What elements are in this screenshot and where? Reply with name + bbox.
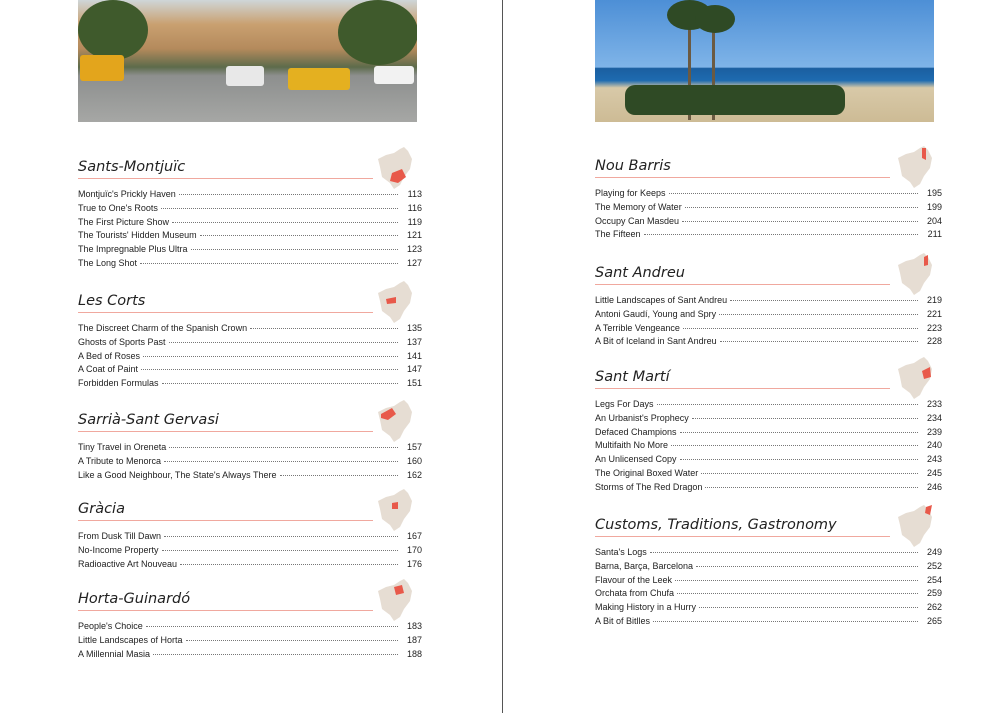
dot-leader: [671, 445, 918, 446]
entry-title: A Terrible Vengeance: [595, 322, 680, 333]
district-map-icon: [378, 147, 414, 189]
entry-title: Radioactive Art Nouveau: [78, 558, 178, 569]
entry-title: Flavour of the Leek: [595, 574, 673, 585]
dot-leader: [657, 404, 918, 405]
entry-page-number: 160: [406, 455, 422, 466]
dot-leader: [685, 207, 918, 208]
toc-entry[interactable]: [595, 336, 942, 350]
toc-entry[interactable]: [78, 559, 422, 573]
dot-leader: [180, 564, 398, 565]
entry-title: Defaced Champions: [595, 426, 677, 437]
toc-entry[interactable]: [595, 216, 942, 230]
toc-entry[interactable]: [595, 616, 942, 630]
toc-section-sants-montjuic: [78, 157, 422, 272]
dot-leader: [650, 552, 918, 553]
entry-title: An Unlicensed Copy: [595, 454, 677, 465]
section-heading: Horta-Guinardó: [78, 589, 373, 611]
toc-entry[interactable]: [595, 440, 942, 454]
entry-title: The Discreet Charm of the Spanish Crown: [78, 323, 248, 333]
toc-entry[interactable]: [595, 427, 942, 441]
dot-leader: [250, 328, 398, 329]
entry-title: Orchata from Chufa: [595, 588, 675, 599]
entry-page-number: 157: [406, 442, 422, 452]
toc-list: [595, 547, 942, 630]
entry-title: A Bed of Roses: [78, 350, 141, 361]
entry-page-number: 246: [926, 481, 942, 492]
toc-entry[interactable]: [595, 188, 942, 202]
entry-title: Little Landscapes of Horta: [78, 634, 183, 645]
toc-list: [78, 531, 422, 572]
toc-entry[interactable]: [595, 547, 942, 561]
dot-leader: [186, 640, 398, 641]
toc-list: [595, 295, 942, 350]
dot-leader: [141, 369, 398, 370]
entry-page-number: 123: [406, 244, 422, 255]
toc-entry[interactable]: [78, 351, 422, 365]
dot-leader: [730, 300, 918, 301]
toc-list: [78, 621, 422, 662]
toc-entry[interactable]: [78, 378, 422, 392]
entry-title: Making History in a Hurry: [595, 602, 697, 613]
entry-page-number: 252: [926, 560, 942, 571]
district-map-icon: [378, 400, 414, 442]
section-heading: Sant Andreu: [595, 263, 890, 285]
dot-leader: [191, 249, 398, 250]
district-map-icon: [378, 579, 414, 621]
toc-section-sarria-sant-gervasi: [78, 410, 422, 483]
toc-entry[interactable]: [595, 323, 942, 337]
entry-title: The Fifteen: [595, 229, 641, 240]
dot-leader: [644, 234, 918, 235]
toc-section-nou-barris: [595, 156, 942, 243]
toc-section-sant-marti: [595, 367, 942, 496]
dot-leader: [719, 314, 918, 315]
dot-leader: [680, 432, 918, 433]
entry-title: The First Picture Show: [78, 216, 170, 227]
entry-page-number: 234: [926, 412, 942, 423]
entry-page-number: 187: [406, 634, 422, 645]
entry-title: Antoni Gaudí, Young and Spry: [595, 308, 717, 319]
entry-page-number: 243: [926, 454, 942, 465]
toc-entry[interactable]: [78, 470, 422, 484]
dot-leader: [680, 459, 918, 460]
dot-leader: [140, 263, 398, 264]
entry-page-number: 265: [926, 615, 942, 626]
entry-page-number: 127: [406, 257, 422, 268]
dot-leader: [161, 208, 398, 209]
entry-title: Ghosts of Sports Past: [78, 336, 166, 347]
entry-page-number: 121: [406, 230, 422, 241]
toc-entry[interactable]: [595, 482, 942, 496]
entry-page-number: 151: [406, 378, 422, 389]
toc-entry[interactable]: [78, 337, 422, 351]
district-map-icon: [378, 489, 414, 531]
entry-title: From Dusk Till Dawn: [78, 531, 162, 541]
toc-entry[interactable]: [78, 531, 422, 545]
entry-page-number: 219: [926, 295, 942, 305]
entry-title: Montjuïc's Prickly Haven: [78, 189, 176, 199]
entry-page-number: 249: [926, 547, 942, 557]
toc-list: [78, 442, 422, 483]
section-heading: Sarrià-Sant Gervasi: [78, 410, 373, 432]
toc-entry[interactable]: [78, 230, 422, 244]
entry-page-number: 119: [407, 216, 422, 227]
entry-title: The Long Shot: [78, 257, 138, 268]
dot-leader: [677, 593, 918, 594]
toc-section-les-corts: [78, 291, 422, 392]
dot-leader: [675, 580, 918, 581]
entry-title: Tiny Travel in Oreneta: [78, 442, 167, 452]
entry-title: The Tourists' Hidden Museum: [78, 230, 197, 241]
toc-entry[interactable]: [595, 202, 942, 216]
dot-leader: [169, 342, 398, 343]
entry-page-number: 188: [406, 648, 422, 659]
beach-photo: [595, 0, 934, 122]
toc-entry[interactable]: [595, 454, 942, 468]
toc-entry[interactable]: [78, 189, 422, 203]
district-map-icon: [898, 505, 934, 547]
entry-page-number: 170: [406, 544, 422, 555]
entry-page-number: 262: [926, 602, 942, 613]
toc-list: [78, 189, 422, 272]
dot-leader: [164, 536, 398, 537]
entry-title: A Tribute to Menorca: [78, 455, 162, 466]
dot-leader: [669, 193, 918, 194]
entry-title: The Original Boxed Water: [595, 467, 699, 478]
entry-title: Playing for Keeps: [595, 188, 666, 198]
toc-entry[interactable]: [78, 364, 422, 378]
entry-title: Multifaith No More: [595, 440, 669, 451]
dot-leader: [169, 447, 398, 448]
toc-entry[interactable]: [595, 575, 942, 589]
toc-entry[interactable]: [595, 468, 942, 482]
dot-leader: [720, 341, 918, 342]
dot-leader: [653, 621, 918, 622]
dot-leader: [146, 626, 398, 627]
entry-title: Legs For Days: [595, 399, 654, 409]
dot-leader: [682, 221, 918, 222]
entry-page-number: 254: [926, 574, 942, 585]
toc-entry[interactable]: [78, 621, 422, 635]
toc-entry[interactable]: [595, 588, 942, 602]
entry-page-number: 211: [927, 229, 942, 240]
toc-entry[interactable]: [78, 442, 422, 456]
entry-title: People's Choice: [78, 621, 143, 631]
dot-leader: [696, 566, 918, 567]
toc-entry[interactable]: [78, 258, 422, 272]
dot-leader: [683, 328, 918, 329]
toc-entry[interactable]: [595, 602, 942, 616]
section-heading: Gràcia: [78, 499, 373, 521]
dot-leader: [200, 235, 398, 236]
toc-entry[interactable]: [595, 229, 942, 243]
entry-title: A Coat of Paint: [78, 364, 139, 375]
entry-title: The Memory of Water: [595, 201, 682, 212]
section-heading: Customs, Traditions, Gastronomy: [595, 515, 890, 537]
entry-title: Little Landscapes of Sant Andreu: [595, 295, 728, 305]
toc-entry[interactable]: [595, 309, 942, 323]
section-heading: Nou Barris: [595, 156, 890, 178]
toc-entry[interactable]: [78, 635, 422, 649]
section-heading: Les Corts: [78, 291, 373, 313]
toc-section-horta-guinardo: [78, 589, 422, 662]
toc-entry[interactable]: [595, 295, 942, 309]
entry-page-number: 233: [926, 399, 942, 409]
toc-list: [595, 399, 942, 496]
toc-section-customs-traditions-gastronomy: [595, 515, 942, 630]
entry-title: Barna, Barça, Barcelona: [595, 560, 694, 571]
street-photo: [78, 0, 417, 122]
toc-entry[interactable]: [595, 399, 942, 413]
toc-list: [595, 188, 942, 243]
toc-entry[interactable]: [78, 649, 422, 663]
entry-page-number: 221: [926, 308, 942, 319]
dot-leader: [705, 487, 918, 488]
entry-page-number: 183: [406, 621, 422, 631]
entry-page-number: 176: [406, 558, 422, 569]
dot-leader: [280, 475, 398, 476]
entry-title: Forbidden Formulas: [78, 378, 159, 389]
entry-page-number: 135: [406, 323, 422, 333]
entry-page-number: 245: [926, 467, 942, 478]
entry-title: True to One's Roots: [78, 202, 158, 213]
toc-entry[interactable]: [78, 456, 422, 470]
toc-entry[interactable]: [595, 561, 942, 575]
entry-title: An Urbanist's Prophecy: [595, 412, 689, 423]
entry-page-number: 162: [406, 469, 422, 480]
entry-page-number: 147: [406, 364, 422, 375]
dot-leader: [692, 418, 918, 419]
entry-title: The Impregnable Plus Ultra: [78, 244, 188, 255]
entry-title: Occupy Can Masdeu: [595, 215, 680, 226]
dot-leader: [179, 194, 398, 195]
book-spine: [502, 0, 503, 713]
entry-page-number: 141: [406, 350, 422, 361]
toc-entry[interactable]: [78, 203, 422, 217]
section-heading: Sants-Montjuïc: [78, 157, 373, 179]
toc-section-sant-andreu: [595, 263, 942, 350]
toc-section-gracia: [78, 499, 422, 572]
entry-title: Storms of The Red Dragon: [595, 481, 703, 492]
district-map-icon: [898, 357, 934, 399]
entry-page-number: 223: [926, 322, 942, 333]
entry-title: A Bit of Iceland in Sant Andreu: [595, 336, 717, 347]
entry-title: No-Income Property: [78, 544, 159, 555]
dot-leader: [143, 356, 398, 357]
entry-page-number: 199: [926, 201, 942, 212]
district-map-icon: [898, 253, 934, 295]
entry-page-number: 113: [407, 189, 422, 199]
entry-page-number: 137: [406, 336, 422, 347]
district-map-icon: [898, 146, 934, 188]
toc-entry[interactable]: [78, 217, 422, 231]
district-map-icon: [378, 281, 414, 323]
dot-leader: [172, 222, 398, 223]
toc-entry[interactable]: [78, 545, 422, 559]
dot-leader: [699, 607, 918, 608]
toc-entry[interactable]: [78, 244, 422, 258]
dot-leader: [164, 461, 398, 462]
entry-title: A Bit of Bitlles: [595, 615, 651, 626]
entry-page-number: 204: [926, 215, 942, 226]
toc-entry[interactable]: [78, 323, 422, 337]
dot-leader: [162, 550, 398, 551]
entry-page-number: 240: [926, 440, 942, 451]
entry-page-number: 195: [926, 188, 942, 198]
entry-page-number: 239: [926, 426, 942, 437]
section-heading: Sant Martí: [595, 367, 890, 389]
entry-page-number: 116: [407, 202, 422, 213]
entry-title: A Millennial Masia: [78, 648, 151, 659]
entry-title: Like a Good Neighbour, The State's Always There: [78, 469, 277, 480]
entry-page-number: 228: [926, 336, 942, 347]
dot-leader: [701, 473, 918, 474]
toc-list: [78, 323, 422, 392]
dot-leader: [162, 383, 398, 384]
dot-leader: [153, 654, 398, 655]
entry-page-number: 259: [926, 588, 942, 599]
entry-page-number: 167: [406, 531, 422, 541]
entry-title: Santa's Logs: [595, 547, 647, 557]
toc-entry[interactable]: [595, 413, 942, 427]
